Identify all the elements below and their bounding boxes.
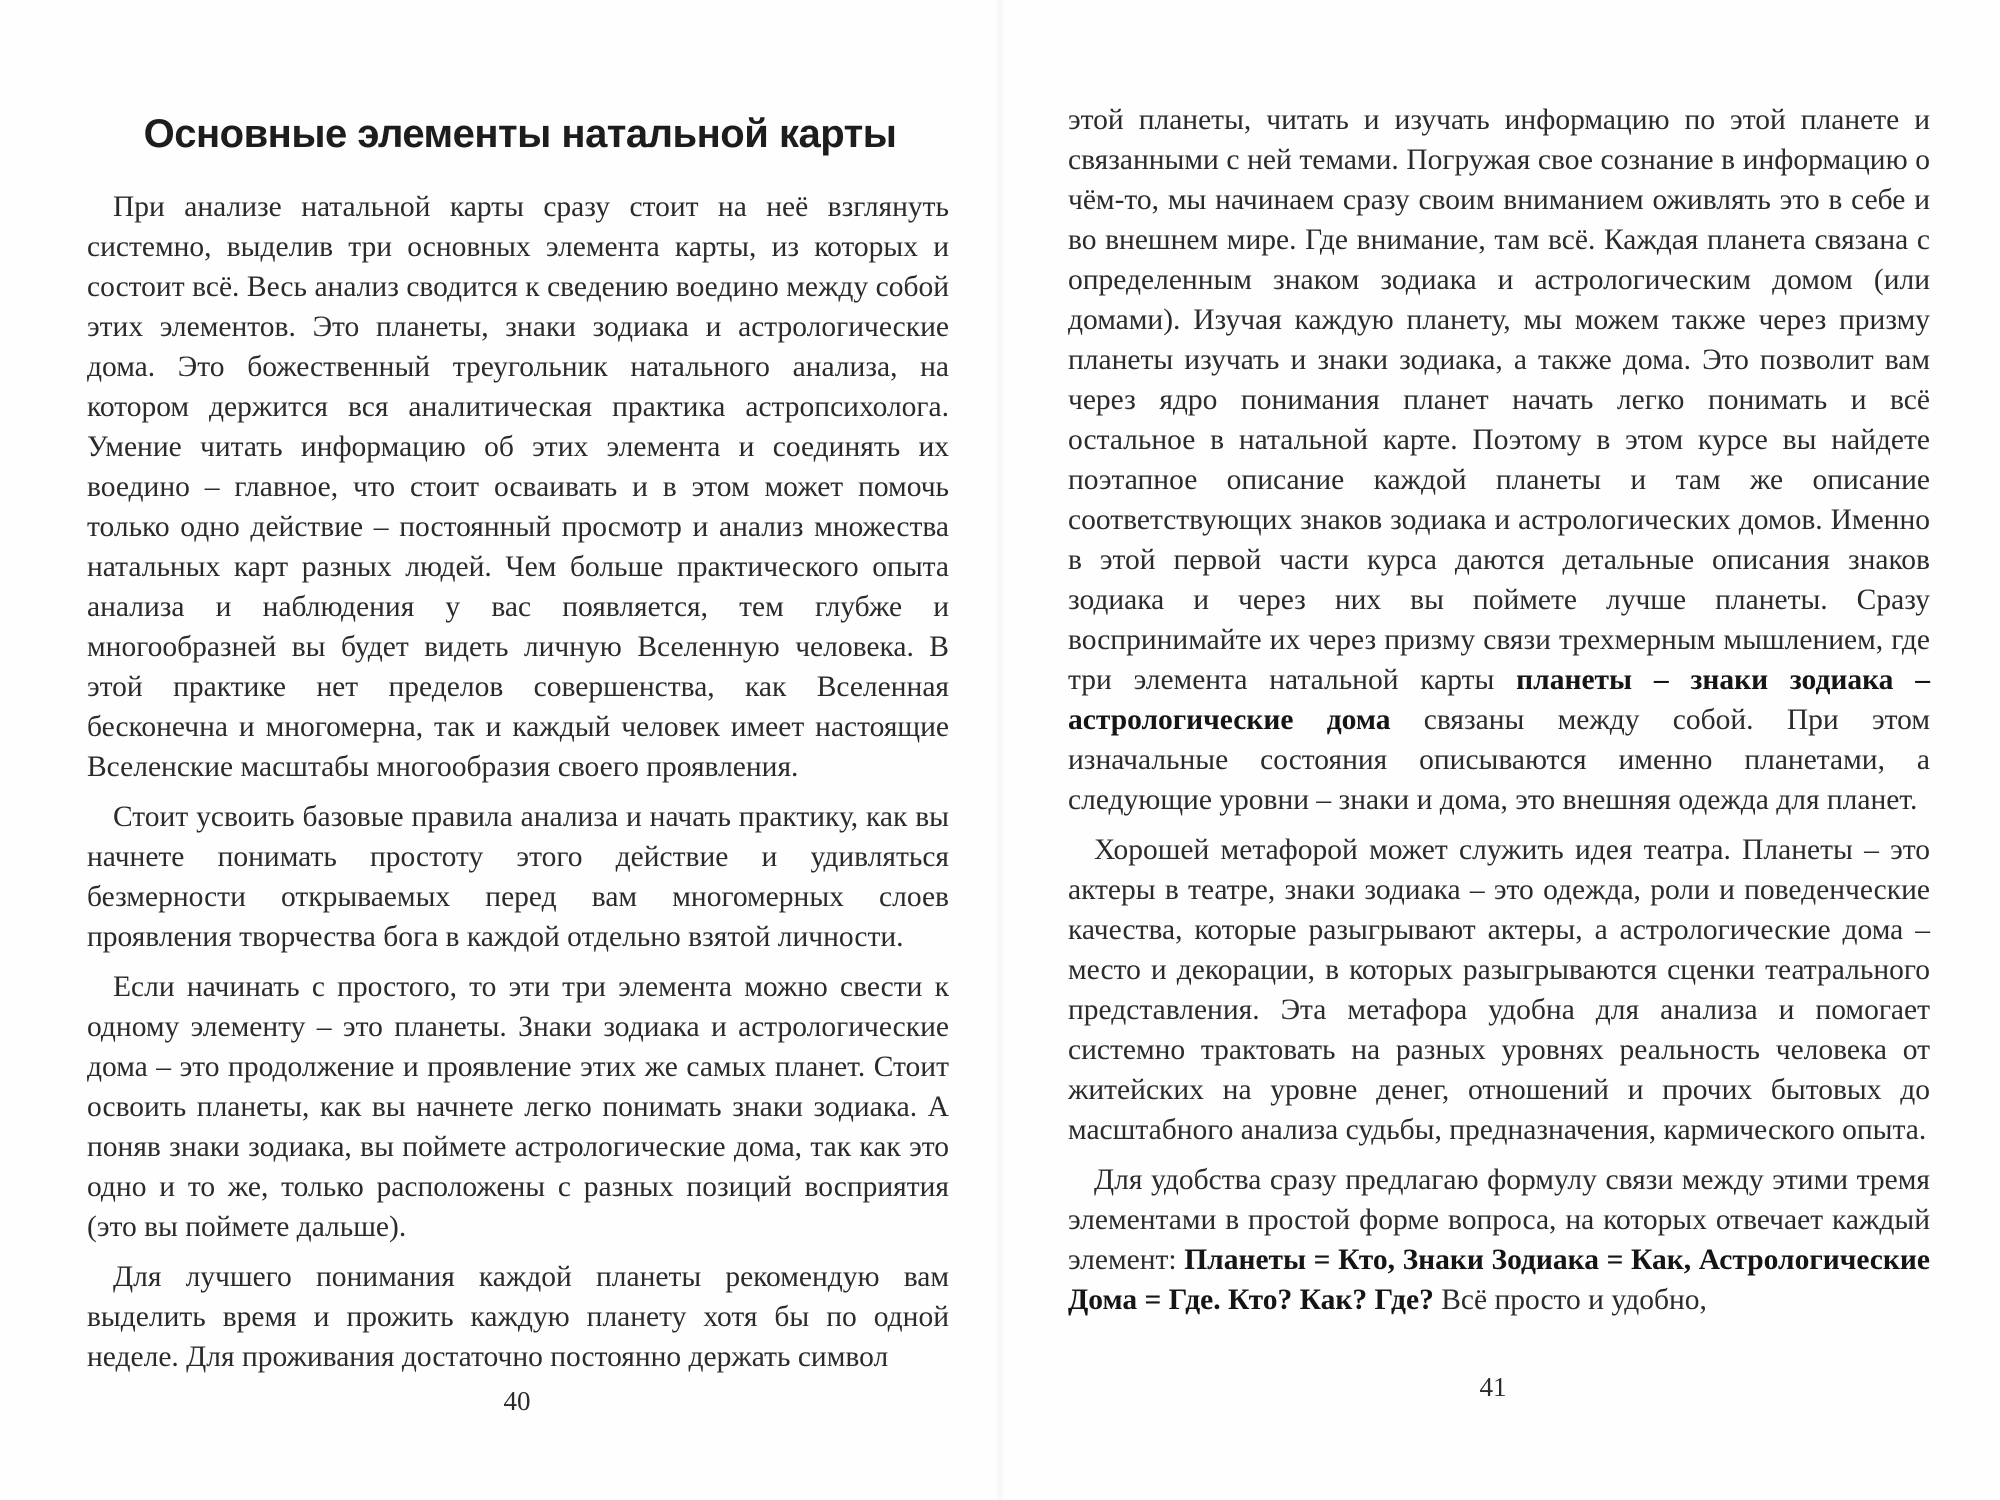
right-page-body — [1068, 100, 1930, 1330]
page-number: 41 — [1479, 1372, 1507, 1402]
left-page-body — [87, 187, 949, 1387]
paragraph-text: связаны между собой. При этом изначальные состояния описываются именно планетами, а следующие уровни – знаки и дома, это внешняя одежда для планет. — [1068, 704, 1930, 816]
paragraph: Если начинать с простого, то эти три элемента можно свести к одному элементу – это планеты. Знаки зодиака и астрологические дома – это продолжение и проявление этих же самых планет. Стоит освоить планеты, как вы начнете легко понимать знаки зодиака. А поняв знаки зодиака, вы поймете астрологические дома, так как это одно и то же, только расположены с разных позиций восприятия (это вы поймете дальше). — [87, 971, 949, 1243]
page-number: 40 — [503, 1386, 531, 1416]
right-page — [1000, 0, 2000, 1500]
paragraph — [1068, 1160, 1930, 1320]
paragraph — [1068, 100, 1930, 820]
paragraph-text: Для удобства сразу предлагаю формулу связи между этими тремя элементами в простой форме вопроса, на которых отвечает каждый элемент: — [1068, 1164, 1930, 1276]
page-title: Основные элементы натальной карты — [143, 112, 897, 156]
paragraph-text: этой планеты, читать и изучать информацию по этой планете и связанными с ней темами. Погружая свое сознание в информацию о чём-то, мы начинаем сразу своим вниманием оживлять это в себе и во внешнем мире. Где внимание, там всё. Каждая планета связана с определенным знаком зодиака и астрологическим домом (или домами). Изучая каждую планету, мы можем также через призму планеты изучать и знаки зодиака, а также дома. Это позволит вам через ядро понимания планет начать легко понимать и всё остальное в натальной карте. Поэтому в этом курсе вы найдете поэтапное описание каждой планеты и там же описание соответствующих знаков зодиака и астрологических домов. Именно в этой первой части курса даются детальные описания знаков зодиака и через них вы поймете лучше планеты. Сразу воспринимайте их через призму связи трехмерным мышлением, где три элемента натальной карты — [1068, 104, 1930, 696]
paragraph: При анализе натальной карты сразу стоит на неё взглянуть системно, выделив три основных элемента карты, из которых и состоит всё. Весь анализ сводится к сведению воедино между собой этих элементов. Это планеты, знаки зодиака и астрологические дома. Это божественный треугольник натального анализа, на котором держится вся аналитическая практика астропсихолога. Умение читать информацию об этих элемента и соединять их воедино – главное, что стоит осваивать и в этом может помочь только одно действие – постоянный просмотр и анализ множества натальных карт разных людей. Чем больше практического опыта анализа и наблюдения у вас появляется, тем глубже и многообразней вы будет видеть личную Вселенную человека. В этой практике нет пределов совершенства, как Вселенная бесконечна и многомерна, так и каждый человек имеет настоящие Вселенские масштабы многообразия своего проявления. — [87, 191, 949, 783]
paragraph: Хорошей метафорой может служить идея театра. Планеты – это актеры в театре, знаки зодиака – это одежда, роли и поведенческие качества, которые разыгрывают актеры, а астрологические дома – место и декорации, в которых разыгрываются сценки театрального представления. Эта метафора удобна для анализа и помогает системно трактовать на разных уровнях реальность человека от житейских на уровне денег, отношений и прочих бытовых до масштабного анализа судьбы, предназначения, кармического опыта. — [1068, 834, 1930, 1146]
bold-phrase: планеты – знаки зодиака – астрологические дома — [1068, 664, 1930, 736]
paragraph: Для лучшего понимания каждой планеты рекомендую вам выделить время и прожить каждую планету хотя бы по одной неделе. Для проживания достаточно постоянно держать символ — [87, 1261, 949, 1373]
paragraph-text: Всё просто и удобно, — [1433, 1284, 1707, 1316]
bold-formula: Планеты = Кто, Знаки Зодиака = Как, Астрологические Дома = Где. Кто? Как? Где? — [1068, 1244, 1930, 1316]
paragraph: Стоит усвоить базовые правила анализа и начать практику, как вы начнете понимать простоту этого действие и удивляться безмерности открываемых перед вам многомерных слоев проявления творчества бога в каждой отдельно взятой личности. — [87, 801, 949, 953]
